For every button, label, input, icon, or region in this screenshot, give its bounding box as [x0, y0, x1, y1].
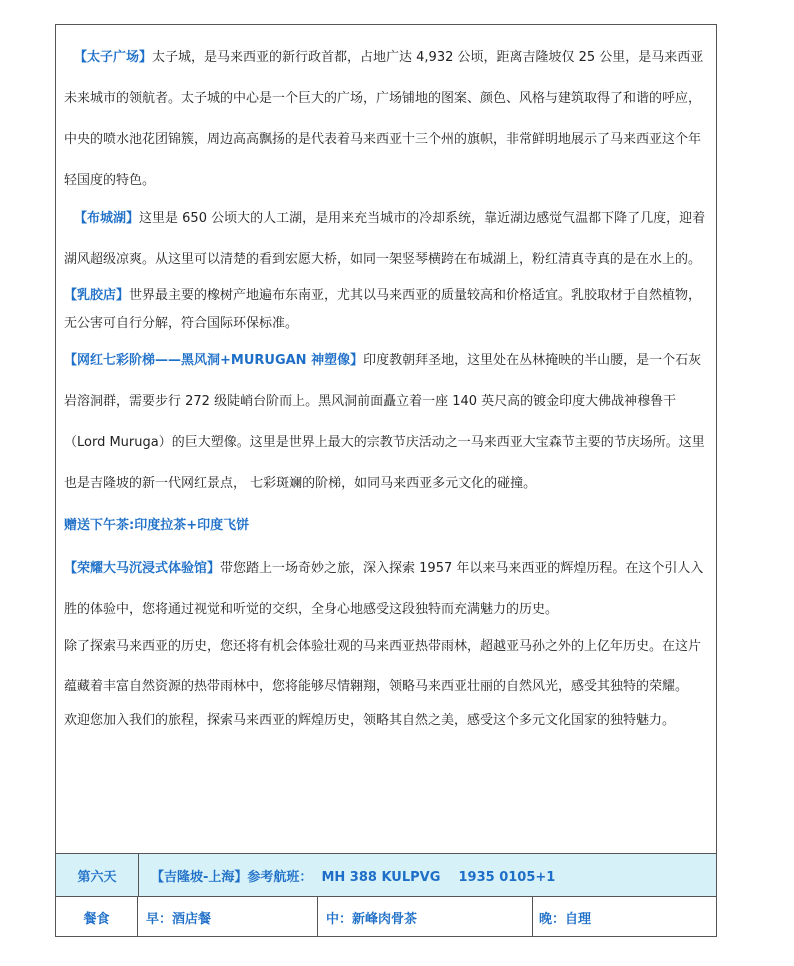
section-latex-shop	[64, 282, 709, 338]
day-header-row	[56, 853, 716, 897]
meal-dinner: 晚：自理	[539, 911, 592, 927]
section-title: 赠送下午茶:印度拉茶+印度飞饼	[64, 518, 250, 533]
day-label: 第六天	[56, 854, 139, 896]
day-route: 【吉隆坡-上海】参考航班： MH 388 KULPVG 1935 0105+1	[151, 869, 556, 885]
section-putrajaya-lake	[64, 198, 709, 280]
section-text: 太子城，是马来西亚的新行政首都，占地广达 4,932 公顷，距离吉隆坡仅 25 公里，是马来西亚未来城市的领航者。太子城的中心是一个巨大的广场，广场铺地的图案、颜色、风格与建筑取得了和谐的呼应，中央的喷水池花团锦簇，周边高高飘扬的是代表着马来西亚十三个州的旗帜，非常鲜明地展示了马来西亚这个年轻国度的特色。	[64, 50, 704, 188]
meal-lunch: 中：新峰肉骨茶	[318, 897, 533, 937]
section-title: 【布城湖】	[74, 211, 140, 226]
section-text: 这里是 650 公顷大的人工湖，是用来充当城市的冷却系统，靠近湖边感觉气温都下降了几度，迎着湖风超级凉爽。从这里可以清楚的看到宏愿大桥，如同一架竖琴横跨在布城湖上，粉红清真寺真的是在水上的。	[64, 211, 706, 267]
itinerary-content	[64, 37, 709, 741]
section-title: 【乳胶店】	[64, 288, 130, 303]
section-title: 【网红七彩阶梯——黑风洞+MURUGAN 神塑像】	[64, 353, 364, 368]
meals-label: 餐食	[56, 897, 138, 937]
section-text: 世界最主要的橡树产地遍布东南亚，尤其以马来西亚的质量较高和价格适宜。乳胶取材于自然植物，无公害可自行分解，符合国际环保标准。	[64, 288, 702, 331]
section-text: 印度教朝拜圣地，这里处在丛林掩映的半山腰，是一个石灰岩溶洞群，需要步行 272 级陡峭台阶而上。黑风洞前面矗立着一座 140 英尺高的镀金印度大佛战神穆鲁干（Lord Muruga）的巨大塑像。这里是世界上最大的宗教节庆活动之一马来西亚大宝森节主要的节庆场所。这里也是吉隆坡的新一代网红景点， 七彩斑斓的阶梯，如同马来西亚多元文化的碰撞。	[64, 353, 705, 491]
meals-row	[56, 897, 716, 937]
section-batu-caves	[64, 340, 709, 504]
paragraph-rainforest: 除了探索马来西亚的历史，您还将有机会体验壮观的马来西亚热带雨林，超越亚马孙之外的上亿年历史。在这片蕴藏着丰富自然资源的热带雨林中，您将能够尽情翱翔，领略马来西亚壮丽的自然风光，感受其独特的荣耀。	[64, 639, 702, 694]
section-afternoon-tea	[64, 505, 709, 547]
section-title: 【荣耀大马沉浸式体验馆】	[64, 561, 221, 576]
meal-breakfast: 早：酒店餐	[138, 897, 318, 937]
section-glory-malaysia	[64, 548, 709, 630]
paragraph-welcome: 欢迎您加入我们的旅程，探索马来西亚的辉煌历史，领略其自然之美，感受这个多元文化国家的独特魅力。	[64, 713, 676, 728]
itinerary-frame	[55, 24, 717, 937]
section-title: 【太子广场】	[74, 50, 153, 65]
section-text: 带您踏上一场奇妙之旅，深入探索 1957 年以来马来西亚的辉煌历程。在这个引人入胜的体验中，您将通过视觉和听觉的交织，全身心地感受这段独特而充满魅力的历史。	[64, 561, 704, 617]
section-prince-square	[64, 37, 709, 201]
